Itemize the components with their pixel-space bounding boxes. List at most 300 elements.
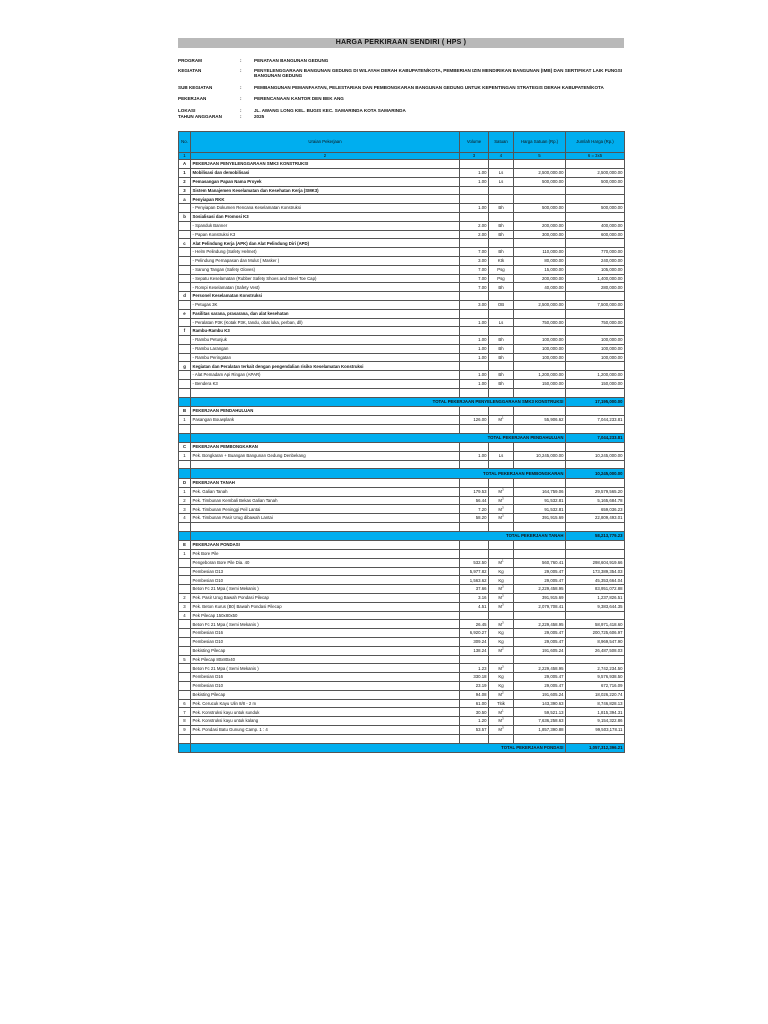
item-total-price: 58,971,418.60 bbox=[566, 620, 625, 629]
item-number bbox=[179, 585, 191, 594]
item-description: Pengeboran Bore Pile Dia. 40 bbox=[191, 558, 460, 567]
item-volume: 6,920.27 bbox=[460, 629, 489, 638]
item-volume: 309.24 bbox=[460, 638, 489, 647]
total-row bbox=[179, 469, 625, 479]
item-number bbox=[179, 620, 191, 629]
column-number: 2 bbox=[191, 153, 460, 160]
unit-text: Ls bbox=[498, 178, 504, 184]
table-row bbox=[179, 638, 625, 647]
item-unit bbox=[489, 505, 514, 514]
item-description: - Penyiapan Dokumen Rencana Keselamatan Konstruksi bbox=[191, 204, 460, 213]
item-total-price: 1,400,000.00 bbox=[566, 274, 625, 283]
item-number: 1 bbox=[179, 168, 191, 177]
item-unit bbox=[489, 204, 514, 213]
unit-text: Psg bbox=[497, 275, 505, 281]
meta-separator: : bbox=[240, 113, 242, 119]
item-number bbox=[179, 690, 191, 699]
item-volume bbox=[460, 239, 489, 248]
meta-separator: : bbox=[240, 58, 242, 63]
item-volume: 7.20 bbox=[460, 505, 489, 514]
item-number: g bbox=[179, 362, 191, 371]
item-unit-price: 391,915.69 bbox=[514, 594, 566, 603]
item-volume: 53.57 bbox=[460, 725, 489, 734]
meta-row-program bbox=[178, 58, 624, 64]
item-volume: 1.00 bbox=[460, 371, 489, 380]
table-row bbox=[179, 594, 625, 603]
item-unit-price bbox=[514, 186, 566, 195]
empty-cell bbox=[191, 522, 460, 531]
item-total-price: 672,716.09 bbox=[566, 681, 625, 690]
table-row bbox=[179, 230, 625, 239]
item-unit bbox=[489, 327, 514, 336]
item-unit bbox=[489, 681, 514, 690]
item-description: Pemasangan Papan Nama Proyek bbox=[191, 177, 460, 186]
unit-exponent: 3 bbox=[501, 620, 504, 625]
item-total-price bbox=[566, 407, 625, 416]
item-unit-price bbox=[514, 407, 566, 416]
item-unit-price: 191,605.24 bbox=[514, 690, 566, 699]
item-number: 2 bbox=[179, 496, 191, 505]
item-number bbox=[179, 371, 191, 380]
column-number: 4 bbox=[489, 153, 514, 160]
table-row bbox=[179, 407, 625, 416]
item-description: Personel Keselamatan Konstruksi bbox=[191, 292, 460, 301]
item-unit bbox=[489, 594, 514, 603]
item-description: Pembesian D10 bbox=[191, 576, 460, 585]
item-unit-price: 29,005.47 bbox=[514, 629, 566, 638]
item-total-price: 600,000.00 bbox=[566, 230, 625, 239]
unit-exponent: 3 bbox=[501, 505, 504, 510]
table-row bbox=[179, 699, 625, 708]
table-row bbox=[179, 186, 625, 195]
item-description: Penyiapan RKK bbox=[191, 195, 460, 204]
item-unit-price: 80,000.00 bbox=[514, 256, 566, 265]
empty-cell bbox=[514, 388, 566, 397]
item-unit bbox=[489, 344, 514, 353]
table-row bbox=[179, 620, 625, 629]
item-unit bbox=[489, 443, 514, 452]
item-unit bbox=[489, 725, 514, 734]
item-volume bbox=[460, 407, 489, 416]
table-row bbox=[179, 380, 625, 389]
meta-row-sub-kegiatan bbox=[178, 85, 624, 91]
cost-estimate-table bbox=[178, 131, 625, 753]
item-number: 2 bbox=[179, 177, 191, 186]
table-row bbox=[179, 550, 625, 559]
item-unit bbox=[489, 451, 514, 460]
item-number: 3 bbox=[179, 505, 191, 514]
table-row bbox=[179, 256, 625, 265]
item-total-price bbox=[566, 186, 625, 195]
item-total-price: 240,000.00 bbox=[566, 256, 625, 265]
item-unit bbox=[489, 195, 514, 204]
item-total-price: 18,026,220.74 bbox=[566, 690, 625, 699]
item-unit-price: 2,079,708.41 bbox=[514, 602, 566, 611]
item-total-price: 500,000.00 bbox=[566, 177, 625, 186]
item-description: Pek. Beton Kurus (B0) Bawah Pondasi Pilecap bbox=[191, 602, 460, 611]
item-unit-price: 200,000.00 bbox=[514, 274, 566, 283]
meta-separator: : bbox=[240, 84, 242, 90]
item-unit-price bbox=[514, 292, 566, 301]
meta-label: SUB KEGIATAN bbox=[178, 84, 213, 90]
unit-text: M bbox=[498, 506, 502, 512]
unit-exponent: 2 bbox=[501, 690, 504, 695]
meta-row-tahun-anggaran bbox=[178, 114, 624, 120]
item-total-price: 9,576,938.50 bbox=[566, 673, 625, 682]
total-label: TOTAL PEKERJAAN PENDAHULUAN bbox=[191, 433, 566, 443]
item-total-price: 29,579,565.20 bbox=[566, 487, 625, 496]
item-volume: 58.20 bbox=[460, 514, 489, 523]
table-row bbox=[179, 602, 625, 611]
item-unit bbox=[489, 380, 514, 389]
unit-exponent: 1 bbox=[501, 415, 504, 420]
empty-cell bbox=[191, 388, 460, 397]
item-total-price: 83,951,072.88 bbox=[566, 585, 625, 594]
blank-row bbox=[179, 460, 625, 469]
item-unit bbox=[489, 256, 514, 265]
item-unit bbox=[489, 168, 514, 177]
item-unit-price: 15,000.00 bbox=[514, 265, 566, 274]
item-unit bbox=[489, 487, 514, 496]
item-unit-price bbox=[514, 239, 566, 248]
item-unit-price: 143,390.63 bbox=[514, 699, 566, 708]
unit-exponent: 3 bbox=[501, 513, 504, 518]
item-unit-price: 750,000.00 bbox=[514, 318, 566, 327]
item-unit-price: 100,000.00 bbox=[514, 353, 566, 362]
unit-text: Bh bbox=[498, 337, 504, 343]
item-unit bbox=[489, 186, 514, 195]
item-unit bbox=[489, 550, 514, 559]
item-description: Pembesian D10 bbox=[191, 638, 460, 647]
item-unit bbox=[489, 265, 514, 274]
empty-cell bbox=[514, 424, 566, 433]
meta-value: 2025 bbox=[254, 113, 265, 119]
item-unit-price: 10,245,000.00 bbox=[514, 451, 566, 460]
empty-cell bbox=[514, 734, 566, 743]
item-description: Pek Pilecap 80x80x40 bbox=[191, 655, 460, 664]
unit-text: Ls bbox=[498, 170, 504, 176]
empty-cell bbox=[179, 424, 191, 433]
item-description: - Rambu Petunjuk bbox=[191, 336, 460, 345]
item-description: - Rambu Larangan bbox=[191, 344, 460, 353]
item-unit-price bbox=[514, 541, 566, 550]
item-number: E bbox=[179, 541, 191, 550]
meta-label: LOKASI bbox=[178, 107, 196, 113]
item-unit-price: 2,229,458.95 bbox=[514, 620, 566, 629]
empty-cell bbox=[191, 460, 460, 469]
item-total-price: 770,000.00 bbox=[566, 248, 625, 257]
item-unit-price bbox=[514, 611, 566, 620]
item-unit-price: 91,532.81 bbox=[514, 496, 566, 505]
item-number: 1 bbox=[179, 451, 191, 460]
empty-cell bbox=[191, 734, 460, 743]
meta-separator: : bbox=[240, 67, 242, 73]
item-volume bbox=[460, 541, 489, 550]
item-unit-price: 164,759.06 bbox=[514, 487, 566, 496]
table-row bbox=[179, 611, 625, 620]
meta-label: PROGRAM bbox=[178, 58, 202, 63]
unit-text: Bh bbox=[498, 205, 504, 211]
item-unit bbox=[489, 638, 514, 647]
item-description: Pek. Timbunan Kembali Bekas Galian Tanah bbox=[191, 496, 460, 505]
item-total-price: 9,154,322.86 bbox=[566, 717, 625, 726]
item-unit bbox=[489, 230, 514, 239]
item-unit bbox=[489, 415, 514, 424]
item-description: - Sepatu Keselamatan (Rubber Safety Shoes and Steel Toe Cap) bbox=[191, 274, 460, 283]
item-total-price bbox=[566, 655, 625, 664]
empty-cell bbox=[489, 734, 514, 743]
unit-text: M bbox=[498, 417, 502, 423]
table-row bbox=[179, 708, 625, 717]
item-volume: 3.00 bbox=[460, 256, 489, 265]
item-number bbox=[179, 283, 191, 292]
item-number bbox=[179, 274, 191, 283]
item-unit bbox=[489, 212, 514, 221]
table-row bbox=[179, 292, 625, 301]
item-description: - Bendera K3 bbox=[191, 380, 460, 389]
empty-cell bbox=[566, 522, 625, 531]
table-row bbox=[179, 443, 625, 452]
item-description: Kegiatan dan Peralatan terkait dengan pengendalian risiko Keselamatan Konstruksi bbox=[191, 362, 460, 371]
item-volume: 1.23 bbox=[460, 664, 489, 673]
unit-text: Ls bbox=[498, 319, 504, 325]
item-unit-price bbox=[514, 212, 566, 221]
empty-cell bbox=[179, 397, 191, 407]
item-description: - Peralatan P3K (Kotak P3K, tandu, obat luka, perban, dll) bbox=[191, 318, 460, 327]
item-description: Pek. Galian Tanah bbox=[191, 487, 460, 496]
item-description: - Petugas 3K bbox=[191, 300, 460, 309]
item-unit bbox=[489, 160, 514, 169]
item-unit bbox=[489, 611, 514, 620]
empty-cell bbox=[179, 433, 191, 443]
item-total-price: 10,245,000.00 bbox=[566, 451, 625, 460]
empty-cell bbox=[460, 522, 489, 531]
item-unit-price: 29,005.47 bbox=[514, 567, 566, 576]
item-volume: 3.00 bbox=[460, 300, 489, 309]
item-description: - Sarung Tangan (Safety Gloves) bbox=[191, 265, 460, 274]
item-description: Pembesian D16 bbox=[191, 673, 460, 682]
item-total-price: 9,383,644.35 bbox=[566, 602, 625, 611]
item-description: Sistem Manajemen Keselamatan dan Kesehatan Kerja (SMK3) bbox=[191, 186, 460, 195]
item-unit-price bbox=[514, 195, 566, 204]
unit-text: M bbox=[498, 718, 502, 724]
item-number: A bbox=[179, 160, 191, 169]
item-volume: 1.00 bbox=[460, 204, 489, 213]
item-number bbox=[179, 230, 191, 239]
item-unit bbox=[489, 371, 514, 380]
unit-exponent: 3 bbox=[501, 602, 504, 607]
column-number-row bbox=[179, 153, 625, 160]
item-volume bbox=[460, 160, 489, 169]
item-number bbox=[179, 664, 191, 673]
empty-cell bbox=[460, 424, 489, 433]
item-number bbox=[179, 567, 191, 576]
item-total-price: 45,353,664.04 bbox=[566, 576, 625, 585]
table-row bbox=[179, 496, 625, 505]
item-description: Alat Pelindung Kerja (APK) dan Alat Pelindung Diri (APD) bbox=[191, 239, 460, 248]
item-unit-price: 29,005.47 bbox=[514, 673, 566, 682]
total-value: 10,245,000.00 bbox=[566, 469, 625, 479]
item-total-price bbox=[566, 327, 625, 336]
empty-cell bbox=[179, 531, 191, 541]
item-volume bbox=[460, 550, 489, 559]
item-description: - Pelindung Pernapasan dan Mulut ( Masker ) bbox=[191, 256, 460, 265]
item-description: Pek. Timbunan Pasir Urug dibawah Lantai bbox=[191, 514, 460, 523]
item-volume: 1.00 bbox=[460, 168, 489, 177]
item-number bbox=[179, 265, 191, 274]
meta-value: PENYELENGGARAAN BANGUNAN GEDUNG DI WILAYAH DERAH KABUPATEN/KOTA, PEMBERIAN IZIN MENDIRIKAN BANGUNAN (IMB) DAN SERTIFIKAT LAIK FUNGSI BANGUNAN GEDUNG bbox=[254, 67, 623, 79]
table-row bbox=[179, 664, 625, 673]
item-description: - Papan Konstruksi K3 bbox=[191, 230, 460, 239]
item-unit bbox=[489, 300, 514, 309]
item-number bbox=[179, 380, 191, 389]
item-unit-price: 2,500,000.00 bbox=[514, 300, 566, 309]
blank-row bbox=[179, 734, 625, 743]
item-volume: 61.00 bbox=[460, 699, 489, 708]
item-unit bbox=[489, 673, 514, 682]
empty-cell bbox=[514, 460, 566, 469]
empty-cell bbox=[460, 388, 489, 397]
item-total-price bbox=[566, 541, 625, 550]
blank-row bbox=[179, 388, 625, 397]
table-row bbox=[179, 204, 625, 213]
item-total-price: 400,000.00 bbox=[566, 221, 625, 230]
empty-cell bbox=[566, 424, 625, 433]
table-row bbox=[179, 327, 625, 336]
table-row bbox=[179, 300, 625, 309]
item-description: Pek Bore Pile bbox=[191, 550, 460, 559]
table-row bbox=[179, 681, 625, 690]
total-row bbox=[179, 531, 625, 541]
item-unit-price: 2,500,000.00 bbox=[514, 168, 566, 177]
unit-text: M bbox=[498, 647, 502, 653]
item-unit-price bbox=[514, 309, 566, 318]
item-volume: 30.50 bbox=[460, 708, 489, 717]
item-unit-price: 560,760.41 bbox=[514, 558, 566, 567]
item-unit-price bbox=[514, 362, 566, 371]
item-volume bbox=[460, 309, 489, 318]
item-description: Bekisting Pilecap bbox=[191, 690, 460, 699]
hps-document bbox=[178, 38, 624, 753]
header-volume: Volume bbox=[460, 132, 489, 153]
unit-text: Psg bbox=[497, 266, 505, 272]
item-number: b bbox=[179, 212, 191, 221]
table-row bbox=[179, 283, 625, 292]
item-total-price: 2,500,000.00 bbox=[566, 168, 625, 177]
total-label: TOTAL PEKERJAAN PENYELENGGARAAN SMK3 KONSTRUKSI bbox=[191, 397, 566, 407]
unit-text: Bh bbox=[498, 346, 504, 352]
unit-exponent: 2 bbox=[501, 646, 504, 651]
item-number bbox=[179, 204, 191, 213]
table-row bbox=[179, 576, 625, 585]
empty-cell bbox=[460, 734, 489, 743]
item-volume bbox=[460, 327, 489, 336]
item-number: 4 bbox=[179, 611, 191, 620]
meta-separator: : bbox=[240, 107, 242, 113]
item-unit-price bbox=[514, 478, 566, 487]
unit-text: Bh bbox=[498, 231, 504, 237]
item-total-price: 1,815,394.31 bbox=[566, 708, 625, 717]
unit-text: Bh bbox=[498, 372, 504, 378]
item-number: c bbox=[179, 239, 191, 248]
unit-text: Ls bbox=[498, 453, 504, 459]
item-volume: 37.66 bbox=[460, 585, 489, 594]
table-row bbox=[179, 248, 625, 257]
item-number bbox=[179, 638, 191, 647]
item-unit-price bbox=[514, 655, 566, 664]
unit-exponent: 3 bbox=[501, 593, 504, 598]
table-row bbox=[179, 585, 625, 594]
item-unit bbox=[489, 248, 514, 257]
document-title: HARGA PERKIRAAN SENDIRI ( HPS ) bbox=[178, 38, 624, 48]
blank-row bbox=[179, 522, 625, 531]
total-value: 17,195,000.00 bbox=[566, 397, 625, 407]
item-total-price: 100,000.00 bbox=[566, 336, 625, 345]
unit-exponent: 3 bbox=[501, 584, 504, 589]
item-unit-price: 29,005.47 bbox=[514, 638, 566, 647]
unit-text: Kg bbox=[498, 683, 504, 689]
total-value: 7,044,233.81 bbox=[566, 433, 625, 443]
item-number bbox=[179, 221, 191, 230]
table-row bbox=[179, 655, 625, 664]
item-number: f bbox=[179, 327, 191, 336]
empty-cell bbox=[191, 424, 460, 433]
table-row bbox=[179, 318, 625, 327]
item-unit-price: 7,636,258.63 bbox=[514, 717, 566, 726]
item-unit bbox=[489, 336, 514, 345]
item-unit bbox=[489, 576, 514, 585]
item-volume: 56.44 bbox=[460, 496, 489, 505]
empty-cell bbox=[179, 522, 191, 531]
unit-text: M bbox=[498, 560, 502, 566]
item-description: Pek. Bongkaran + Buangan Bangunan Gedung Denbekang bbox=[191, 451, 460, 460]
item-unit bbox=[489, 407, 514, 416]
header-total-price: Jumlah Harga (Rp.) bbox=[566, 132, 625, 153]
item-total-price: 22,809,493.01 bbox=[566, 514, 625, 523]
table-row bbox=[179, 265, 625, 274]
item-unit-price: 191,605.24 bbox=[514, 646, 566, 655]
empty-cell bbox=[179, 743, 191, 753]
item-total-price: 26,487,508.03 bbox=[566, 646, 625, 655]
item-number bbox=[179, 248, 191, 257]
total-row bbox=[179, 433, 625, 443]
empty-cell bbox=[489, 460, 514, 469]
table-row bbox=[179, 487, 625, 496]
item-unit bbox=[489, 620, 514, 629]
item-unit bbox=[489, 655, 514, 664]
item-total-price: 7,500,000.00 bbox=[566, 300, 625, 309]
unit-text: M bbox=[498, 497, 502, 503]
table-row bbox=[179, 362, 625, 371]
item-description: Rambu-Rambu K3 bbox=[191, 327, 460, 336]
item-volume bbox=[460, 478, 489, 487]
unit-text: Kg bbox=[498, 568, 504, 574]
table-row bbox=[179, 212, 625, 221]
item-volume: 1.00 bbox=[460, 177, 489, 186]
item-volume: 1.00 bbox=[460, 451, 489, 460]
unit-exponent: 1 bbox=[501, 708, 504, 713]
item-total-price: 200,725,606.97 bbox=[566, 629, 625, 638]
meta-value: PEMBANGUNAN PEMANFAATAN, PELESTARIAN DAN PEMBONGKARAN BANGUNAN GEDUNG UNTUK KEPENTINGAN STRATEGIS DERAH KABUPATEN/KOTA bbox=[254, 84, 604, 90]
table-row bbox=[179, 717, 625, 726]
item-number bbox=[179, 353, 191, 362]
item-total-price: 659,036.23 bbox=[566, 505, 625, 514]
item-total-price bbox=[566, 212, 625, 221]
item-description: Sosialisasi dan Promosi K3 bbox=[191, 212, 460, 221]
item-description: Pembesian D16 bbox=[191, 629, 460, 638]
item-description: PEKERJAAN PENYELENGGARAAN SMK3 KONSTRUKSI bbox=[191, 160, 460, 169]
item-unit-price: 1,200,000.00 bbox=[514, 371, 566, 380]
